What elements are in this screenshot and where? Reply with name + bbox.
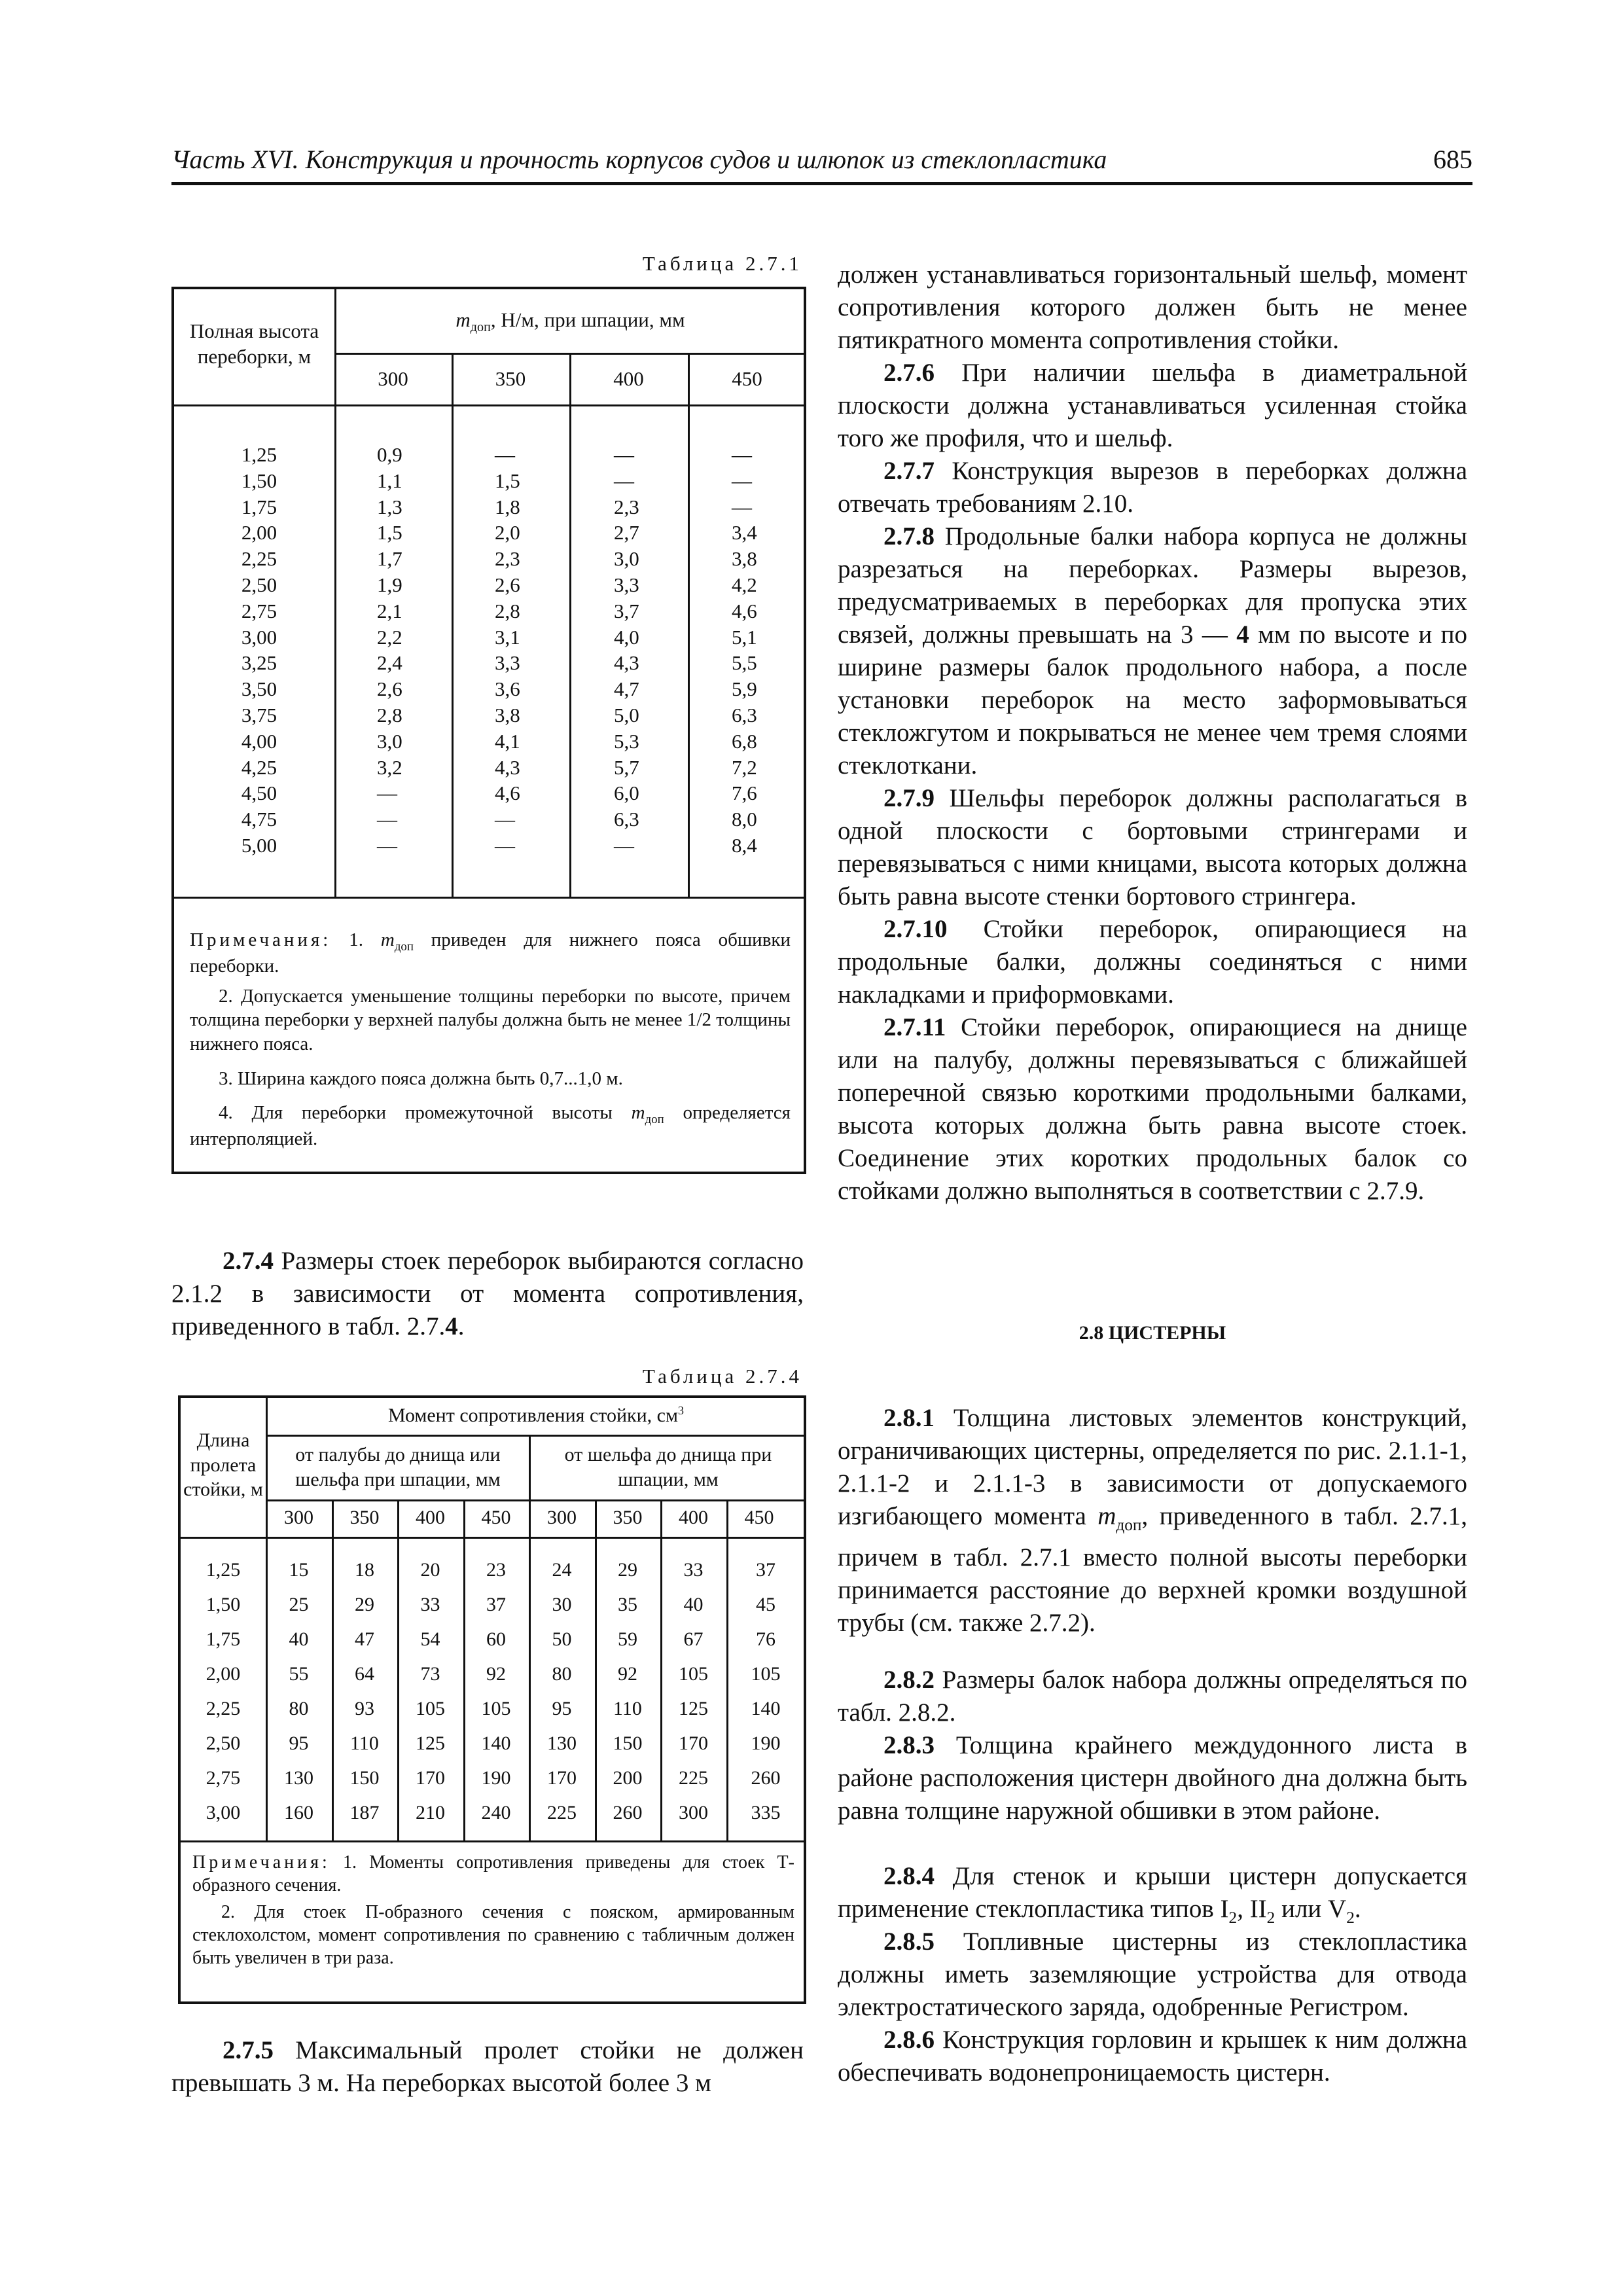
table-274-cell: 64: [355, 1663, 374, 1685]
table-274-cell: 80: [552, 1663, 572, 1685]
para-276-text: При наличии шельфа в диаметральной плоскости должна устанавливаться усиленная стойка того же профиля, что и шельф.: [838, 359, 1467, 452]
table-274-cell: 240: [481, 1802, 511, 1823]
table-271-cell: 5,9: [732, 677, 757, 701]
table-274-cell: 60: [486, 1628, 506, 1650]
table-274-caption: Таблица 2.7.4: [642, 1365, 802, 1388]
para-275-start: 2.7.5 Максимальный пролет стойки не должен превышать 3 м. На переборках высотой более 3 м: [171, 2036, 804, 2097]
table-274-cell: 25: [289, 1594, 309, 1615]
table-274-cell: 110: [350, 1732, 379, 1754]
table-274-cell: 105: [679, 1663, 708, 1685]
table-271-cell: —: [732, 443, 752, 466]
table-274-cell: 35: [618, 1594, 637, 1615]
table-271-cell: —: [495, 443, 515, 466]
table-271-cell: 1,50: [241, 469, 277, 492]
table-274-head-left: Длина пролета стойки, м: [183, 1429, 263, 1500]
table-271-cell: 2,00: [241, 521, 277, 545]
table-271-cell: —: [614, 833, 634, 857]
table-271-cell: 5,1: [732, 625, 757, 649]
table-271-col-400: 400: [613, 367, 644, 390]
table-271-cell: 3,6: [495, 677, 520, 701]
table-271-cell: 4,75: [241, 808, 277, 831]
para-283-number: 2.8.3: [883, 1731, 935, 1759]
table-271-cell: 4,25: [241, 755, 277, 779]
table-271-col-350: 350: [495, 367, 526, 390]
table-274-cell: 95: [552, 1698, 572, 1719]
table-271-cell: 3,7: [614, 599, 639, 622]
table-271-cell: 3,4: [732, 521, 757, 545]
table-274-cell: 335: [751, 1802, 781, 1823]
para-286-number: 2.8.6: [883, 2026, 935, 2054]
table-271-cell: 3,3: [495, 651, 520, 675]
table-274-cell: 170: [547, 1767, 577, 1789]
table-271-cell: 2,3: [614, 495, 639, 518]
table-271-note-1: Примечания: 1. $m_{доп}$ приведен для нижнего пояса обшивки переборки.: [190, 929, 791, 977]
table-274-cell: 37: [486, 1594, 506, 1615]
para-279-text: Шельфы переборок должны располагаться в одной плоскости с бортовыми стрингерами и перевязываться с ними кницами, высота которых должна быть равна высоте стенки бортового стрингера.: [838, 784, 1467, 910]
table-274-note-2: 2. Для стоек П-образного сечения с пояском, армированным стеклохолстом, момент сопротивления по сравнению с табличным должен быть увеличен в три раза.: [192, 1902, 794, 1968]
para-279: [838, 782, 1467, 913]
table-274-cell: 92: [486, 1663, 506, 1685]
table-274-col: 400: [679, 1507, 708, 1528]
table-274-head-group: Момент сопротивления стойки, $см^3$: [388, 1404, 684, 1426]
table-271-cell: 3,8: [495, 703, 520, 726]
table-274-cell: 3,00: [205, 1802, 241, 1823]
table-271-cell: 2,50: [241, 573, 277, 596]
page-number: 685: [1433, 145, 1472, 174]
table-271-cell: 3,50: [241, 677, 277, 701]
table-274-cell: 67: [683, 1628, 704, 1650]
table-274-cell: 150: [613, 1732, 643, 1754]
table-274-cell: 130: [284, 1767, 313, 1789]
table-271-cell: 1,5: [495, 469, 520, 492]
table-274-col: 300: [547, 1507, 577, 1528]
table-274-cell: 29: [355, 1594, 374, 1615]
para-283: [838, 1729, 1467, 1827]
table-271-height-column: [213, 442, 305, 859]
table-274-cell: 130: [547, 1732, 577, 1754]
table-274-sub-b: от шельфа до днища при шпации, мм: [564, 1444, 772, 1490]
table-274-cell: 76: [756, 1628, 776, 1650]
table-271-cell: 3,25: [241, 651, 277, 675]
table-271-cell: 3,00: [241, 625, 277, 649]
table-274-cell: 18: [355, 1559, 374, 1581]
table-271-cell: 3,3: [614, 573, 639, 596]
table-271-cell: 1,8: [495, 495, 520, 518]
table-271-cell: 5,3: [614, 729, 639, 753]
table-274-cell: 260: [751, 1767, 781, 1789]
table-274-cell: 1,25: [205, 1559, 241, 1581]
table-274-cell: 1,75: [205, 1628, 241, 1650]
table-274-cell: 2,00: [205, 1663, 241, 1685]
table-274-cell: 50: [552, 1628, 572, 1650]
para-281: 2.8.1 Толщина листовых элементов конструкций, ограничивающих цистерны, определяется по рис. 2.1.1-1, 2.1.1-2 и 2.1.1-3 в зависимости от допускаемого изгибающего момента $m_{доп}$, приведенного в табл. 2.7.1, причем в табл. 2.7.1 вместо полной высоты переборки принимается расстояние до верхней кромки воздушной трубы (см. также 2.7.2).: [838, 1404, 1467, 1637]
table-274-cell: 200: [613, 1767, 643, 1789]
table-271-cell: 4,6: [495, 781, 520, 805]
table-274-cell: 2,25: [205, 1698, 241, 1719]
table-271-cell: 0,9: [377, 443, 402, 466]
table-271-col350-values: [495, 442, 547, 859]
para-2711-number: 2.7.11: [883, 1013, 946, 1041]
para-2711: [838, 1011, 1467, 1208]
table-271-cell: 3,0: [377, 729, 402, 753]
table-274-cell: 30: [552, 1594, 572, 1615]
para-283-text: Толщина крайнего междудонного листа в районе расположения цистерн двойного дна должна быть равна толщине наружной обшивки в этом районе.: [838, 1731, 1468, 1825]
table-271-col450-values: [732, 442, 784, 859]
para-285: [838, 1926, 1467, 2024]
table-271-col-450: 450: [732, 367, 762, 390]
table-274-sub-a: от палубы до днища или шельфа при шпации, мм: [295, 1444, 501, 1490]
table-271-cell: —: [377, 781, 397, 805]
table-271-cell: 5,7: [614, 755, 639, 779]
table-274-cell: 105: [481, 1698, 511, 1719]
table-271-head-group: $m_{доп}$, Н/м, при шпации, мм: [455, 308, 685, 335]
para-284-number: 2.8.4: [883, 1862, 935, 1890]
para-274: 2.7.4 Размеры стоек переборок выбираются согласно 2.1.2 в зависимости от момента сопротивления, приведенного в табл. 2.7.4.: [171, 1247, 804, 1340]
table-274-cell: 187: [349, 1802, 380, 1823]
table-271-cell: 1,25: [241, 443, 277, 466]
table-271-cell: 2,8: [377, 703, 402, 726]
table-274-cell: 47: [355, 1628, 374, 1650]
table-271-head-left: Полная высота переборки, м: [189, 319, 319, 368]
table-271-cell: 4,00: [241, 729, 277, 753]
table-271-cell: —: [732, 469, 752, 492]
table-274-cell: 24: [552, 1559, 572, 1581]
table-274-cell: 54: [420, 1628, 440, 1650]
table-274-cell: 45: [756, 1594, 776, 1615]
table-271-cell: 2,2: [377, 625, 402, 649]
table-274-cell: 80: [289, 1698, 309, 1719]
table-271-col400-values: [614, 442, 666, 859]
table-271-cell: 1,75: [241, 495, 277, 518]
table-271-cell: 4,2: [732, 573, 757, 596]
table-274-cell: 190: [481, 1767, 511, 1789]
table-274-cell: 37: [756, 1559, 776, 1581]
table-274-cell: 110: [613, 1698, 642, 1719]
para-276: [838, 357, 1467, 455]
table-274-cell: 140: [751, 1698, 781, 1719]
table-271-cell: 3,8: [732, 547, 757, 571]
table-271-cell: 2,6: [495, 573, 520, 596]
table-271-cell: 7,2: [732, 755, 757, 779]
para-282-number: 2.8.2: [883, 1666, 935, 1694]
para-286-text: Конструкция горловин и крышек к ним должна обеспечивать водонепроницаемость цистерн.: [838, 2026, 1467, 2087]
table-271-cell: 2,0: [495, 521, 520, 545]
table-274-cell: 170: [679, 1732, 708, 1754]
table-271-cell: 2,6: [377, 677, 402, 701]
table-274-cell: 2,50: [205, 1732, 241, 1754]
table-271-note-2: 2. Допускается уменьшение толщины переборки по высоте, причем толщина переборки у верхней палубы должна быть не менее 1/2 толщины нижнего пояса.: [190, 986, 791, 1054]
table-274-cell: 160: [284, 1802, 313, 1823]
table-271-note-4: 4. Для переборки промежуточной высоты $m_{доп}$ определяется интерполяцией.: [190, 1102, 791, 1150]
table-271-cell: —: [377, 833, 397, 857]
table-274: [178, 1395, 806, 2004]
table-271-cell: —: [614, 469, 634, 492]
table-274-cell: 33: [683, 1559, 704, 1581]
table-274-cell: 300: [679, 1802, 708, 1823]
para-275-continued: должен устанавливаться горизонтальный шельф, момент сопротивления которого должен быть не менее пятикратного момента сопротивления стойки.: [838, 260, 1467, 354]
para-281-number: 2.8.1: [883, 1404, 935, 1432]
table-274-cell: 125: [679, 1698, 708, 1719]
section-28-title: 2.8 ЦИСТЕРНЫ: [1079, 1322, 1226, 1344]
table-271-cell: —: [377, 808, 397, 831]
table-271-cell: 3,75: [241, 703, 277, 726]
para-278-number: 2.7.8: [883, 522, 935, 550]
table-271-cell: 4,50: [241, 781, 277, 805]
table-271-cell: 5,00: [241, 833, 277, 857]
table-271-cell: 5,5: [732, 651, 757, 675]
table-274-col: 400: [416, 1507, 445, 1528]
table-271-col-300: 300: [378, 367, 408, 390]
table-274-cell: 105: [751, 1663, 781, 1685]
table-271-cell: 2,75: [241, 599, 277, 622]
table-271-cell: 2,7: [614, 521, 639, 545]
table-271-cell: 8,0: [732, 808, 757, 831]
running-header: [171, 143, 1472, 185]
table-274-cell: 40: [289, 1628, 309, 1650]
table-274-cell: 55: [289, 1663, 309, 1685]
table-274-cell: 2,75: [205, 1767, 241, 1789]
table-274-cell: 95: [289, 1732, 309, 1754]
para-284: 2.8.4 Для стенок и крыши цистерн допускается применение стеклопластика типов $I_2$, $II_2$ или $V_2$.: [838, 1862, 1467, 1927]
para-276-number: 2.7.6: [883, 359, 935, 387]
table-274-col: 450: [481, 1507, 511, 1528]
table-271-cell: 7,6: [732, 781, 757, 805]
table-271-cell: 1,7: [377, 547, 402, 571]
table-274-cell: 20: [420, 1559, 440, 1581]
table-271-col300-values: [377, 442, 429, 859]
table-271-cell: —: [614, 443, 634, 466]
table-274-cell: 170: [416, 1767, 445, 1789]
table-271-cell: 2,3: [495, 547, 520, 571]
table-274-cell: 140: [481, 1732, 511, 1754]
para-277-number: 2.7.7: [883, 457, 935, 485]
table-274-spacing-row: [266, 1507, 806, 1533]
table-274-cell: 260: [613, 1802, 643, 1823]
table-271-cell: —: [495, 808, 515, 831]
para-285-text: Топливные цистерны из стеклопластика должны иметь заземляющие устройства для отвода электростатического заряда, одобренные Регистром.: [838, 1928, 1467, 2021]
table-274-cell: 225: [547, 1802, 577, 1823]
table-274-cell: 1,50: [205, 1594, 241, 1615]
table-271-cell: 4,3: [495, 755, 520, 779]
table-271-cell: 3,0: [614, 547, 639, 571]
table-274-col: 350: [349, 1507, 380, 1528]
table-274-cell: 29: [618, 1559, 637, 1581]
table-274-note-1: Примечания: 1. Моменты сопротивления приведены для стоек Т-образного сечения.: [192, 1852, 794, 1895]
table-271-cell: 1,3: [377, 495, 402, 518]
table-274-col: 450: [744, 1507, 774, 1528]
para-282: [838, 1664, 1467, 1729]
table-271-cell: 8,4: [732, 833, 757, 857]
header-title: Часть XVI. Конструкция и прочность корпусов судов и шлюпок из стеклопластика: [171, 145, 1107, 174]
table-271-cell: 4,0: [614, 625, 639, 649]
table-271-cell: 1,9: [377, 573, 402, 596]
table-274-cell: 33: [420, 1594, 440, 1615]
table-274-cell: 73: [420, 1663, 440, 1685]
para-285-number: 2.8.5: [883, 1928, 935, 1956]
table-271-cell: 3,1: [495, 625, 520, 649]
para-2710-number: 2.7.10: [883, 915, 948, 943]
table-271-cell: 4,7: [614, 677, 639, 701]
table-271-cell: 6,0: [614, 781, 639, 805]
table-274-cell: 23: [486, 1559, 506, 1581]
para-286: [838, 2024, 1467, 2089]
table-271-cell: 5,0: [614, 703, 639, 726]
table-271-cell: 2,25: [241, 547, 277, 571]
table-274-cell: 15: [289, 1559, 309, 1581]
table-274-cell: 190: [751, 1732, 781, 1754]
table-271-cell: 6,8: [732, 729, 757, 753]
table-271-cell: 4,6: [732, 599, 757, 622]
table-271-note-3: 3. Ширина каждого пояса должна быть 0,7...1,0 м.: [219, 1068, 623, 1089]
table-274-cell: 105: [416, 1698, 445, 1719]
table-271-cell: 4,1: [495, 729, 520, 753]
table-271-caption: Таблица 2.7.1: [642, 252, 802, 275]
table-271-cell: 2,4: [377, 651, 402, 675]
table-271-cell: —: [495, 833, 515, 857]
para-274-number: 2.7.4: [223, 1247, 274, 1275]
table-274-cell: 225: [679, 1767, 708, 1789]
table-271-cell: 6,3: [732, 703, 757, 726]
table-274-cell: 59: [618, 1628, 637, 1650]
table-271-cell: —: [732, 495, 752, 518]
table-271-cell: 6,3: [614, 808, 639, 831]
table-274-col: 350: [613, 1507, 643, 1528]
table-274-cell: 150: [349, 1767, 380, 1789]
para-2711-text: Стойки переборок, опирающиеся на днище или на палубу, должны перевязываться с ближайшей поперечной связью короткими продольными балками, высота которых должна быть равна высоте стоек. Соединение этих коротких продольных балок со стойками должно выполняться в соответствии с 2.7.9.: [838, 1013, 1467, 1205]
table-271-cell: 1,5: [377, 521, 402, 545]
table-274-cell: 125: [416, 1732, 445, 1754]
table-274-cell: 210: [416, 1802, 445, 1823]
table-274-cell: 40: [683, 1594, 704, 1615]
table-271-cell: 2,8: [495, 599, 520, 622]
para-2710: [838, 913, 1467, 1011]
para-278: 2.7.8 Продольные балки набора корпуса не должны разрезаться на переборках. Размеры вырезов, предусматриваемых в переборках для пропуска этих связей, должны превышать на 3 — 4 мм по высоте и по ширине размеры балок продольного набора, а после установки переборок на место заформовываться стекложгутом и покрываться не менее чем тремя слоями стеклоткани.: [838, 522, 1467, 780]
para-2710-text: Стойки переборок, опирающиеся на продольные балки, должны соединяться с ними накладками и приформовками.: [838, 915, 1467, 1009]
para-282-text: Размеры балок набора должны определяться по табл. 2.8.2.: [838, 1666, 1468, 1727]
para-279-number: 2.7.9: [883, 784, 935, 812]
table-271-cell: 4,3: [614, 651, 639, 675]
table-271-cell: 1,1: [377, 469, 402, 492]
table-274-col: 300: [284, 1507, 313, 1528]
table-274-cell: 93: [355, 1698, 374, 1719]
table-271-cell: 2,1: [377, 599, 402, 622]
table-271: [171, 287, 806, 1174]
table-274-cell: 92: [618, 1663, 637, 1685]
para-277-text: Конструкция вырезов в переборках должна отвечать требованиям 2.10.: [838, 457, 1467, 518]
para-275-number: 2.7.5: [223, 2036, 274, 2064]
table-271-cell: 3,2: [377, 755, 402, 779]
para-277: [838, 455, 1467, 520]
